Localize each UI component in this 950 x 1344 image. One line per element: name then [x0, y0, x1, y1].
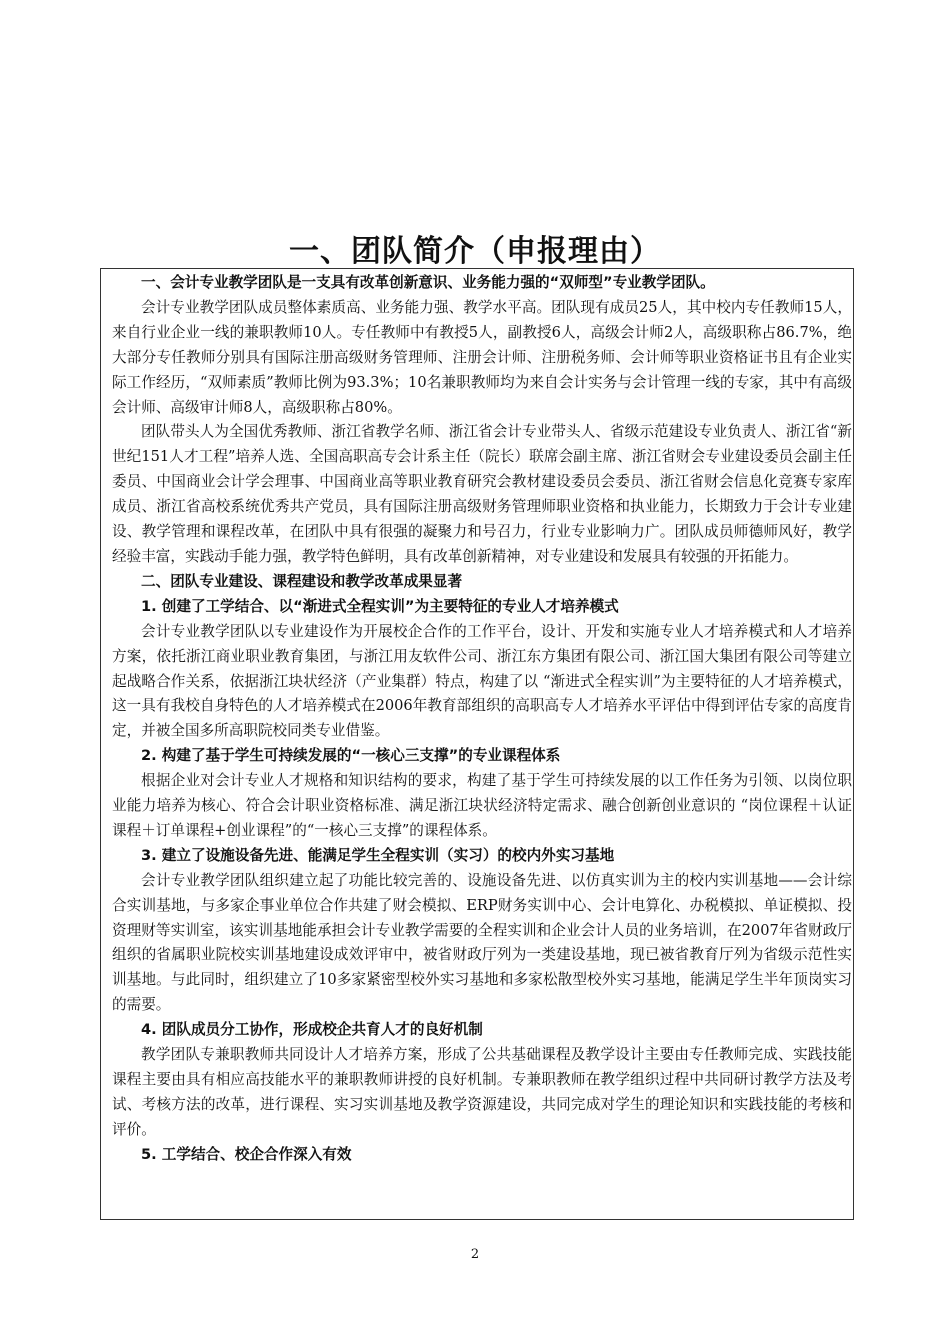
subsection-heading-4: 4. 团队成员分工协作，形成校企共育人才的良好机制: [141, 1021, 483, 1039]
paragraph: 会计专业教学团队成员整体素质高、业务能力强、教学水平高。团队现有成员25人，其中校内专任教师15人，来自行业企业一线的兼职教师10人。专任教师中有教授5人，副教授6人，高级会计师2人，高级职称占86.7%，绝大部分专任教师分别具有国际注册高级财务管理师、注册会计师、注册税务师、会计师等职业资格证书且有企业实际工作经历，“双师素质”教师比例为93.3%；10名兼职教师均为来自会计实务与会计管理一线的专家，其中有高级会计师、高级审计师8人，高级职称占80%。: [112, 298, 852, 416]
subsection-heading-1: 1. 创建了工学结合、以“渐进式全程实训”为主要特征的专业人才培养模式: [141, 597, 619, 615]
document-body: [112, 271, 852, 1168]
subsection-heading-5: 5. 工学结合、校企合作深入有效: [141, 1145, 352, 1163]
paragraph: 会计专业教学团队以专业建设作为开展校企合作的工作平台，设计、开发和实施专业人才培养模式和人才培养方案，依托浙江商业职业教育集团，与浙江用友软件公司、浙江东方集团有限公司、浙江国大集团有限公司等建立起战略合作关系，依据浙江块状经济（产业集群）特点，构建了以 “渐进式全程实训”为主要特征的人才培养模式，这一具有我校自身特色的人才培养模式在2006年教育部组织的高职高专人才培养水平评估中得到评估专家的高度肯定，并被全国多所高职院校同类专业借鉴。: [112, 622, 852, 740]
paragraph: 根据企业对会计专业人才规格和知识结构的要求，构建了基于学生可持续发展的以工作任务为引领、以岗位职业能力培养为核心、符合会计职业资格标准、满足浙江块状经济特定需求、融合创新创业意识的 “岗位课程＋认证课程＋订单课程+创业课程”的“一核心三支撑”的课程体系。: [112, 772, 852, 839]
page-title: 一、团队简介（申报理由）: [289, 234, 661, 269]
subsection-heading-2: 2. 构建了基于学生可持续发展的“一核心三支撑”的专业课程体系: [141, 747, 561, 765]
paragraph: 会计专业教学团队组织建立起了功能比较完善的、设施设备先进、以仿真实训为主的校内实训基地——会计综合实训基地，与多家企事业单位合作共建了财会模拟、ERP财务实训中心、会计电算化、办税模拟、单证模拟、投资理财等实训室，该实训基地能承担会计专业教学需要的全程实训和企业会计人员的业务培训，在2007年省财政厅组织的省属职业院校实训基地建设成效评审中，被省财政厅列为一类建设基地，现已被省教育厅列为省级示范性实训基地。与此同时，组织建立了10多家紧密型校外实习基地和多家松散型校外实习基地，能满足学生半年顶岗实习的需要。: [112, 871, 852, 1014]
subsection-heading-3: 3. 建立了设施设备先进、能满足学生全程实训（实习）的校内外实习基地: [141, 846, 615, 864]
section-heading-1: 一、会计专业教学团队是一支具有改革创新意识、业务能力强的“双师型”专业教学团队。: [141, 274, 715, 291]
paragraph: 团队带头人为全国优秀教师、浙江省教学名师、浙江省会计专业带头人、省级示范建设专业负责人、浙江省“新世纪151人才工程”培养人选、全国高职高专会计系主任（院长）联席会副主席、浙江省财会专业建设委员会副主任委员、中国商业会计学会理事、中国商业高等职业教育研究会教材建设委员会委员、浙江省财会信息化竞赛专家库成员、浙江省高校系统优秀共产党员，具有国际注册高级财务管理师职业资格和执业能力，长期致力于会计专业建设、教学管理和课程改革，在团队中具有很强的凝聚力和号召力，行业专业影响力广。团队成员师德师风好，教学经验丰富，实践动手能力强，教学特色鲜明，具有改革创新精神，对专业建设和发展具有较强的开拓能力。: [112, 423, 852, 565]
paragraph: 教学团队专兼职教师共同设计人才培养方案，形成了公共基础课程及教学设计主要由专任教师完成、实践技能课程主要由具有相应高技能水平的兼职教师讲授的良好机制。专兼职教师在教学组织过程中共同研讨教学方法及考试、考核方法的改革，进行课程、实习实训基地及教学资源建设，共同完成对学生的理论知识和实践技能的考核和评价。: [112, 1046, 852, 1138]
page-number: 2: [470, 1247, 480, 1262]
section-heading-2: 二、团队专业建设、课程建设和教学改革成果显著: [141, 572, 463, 590]
